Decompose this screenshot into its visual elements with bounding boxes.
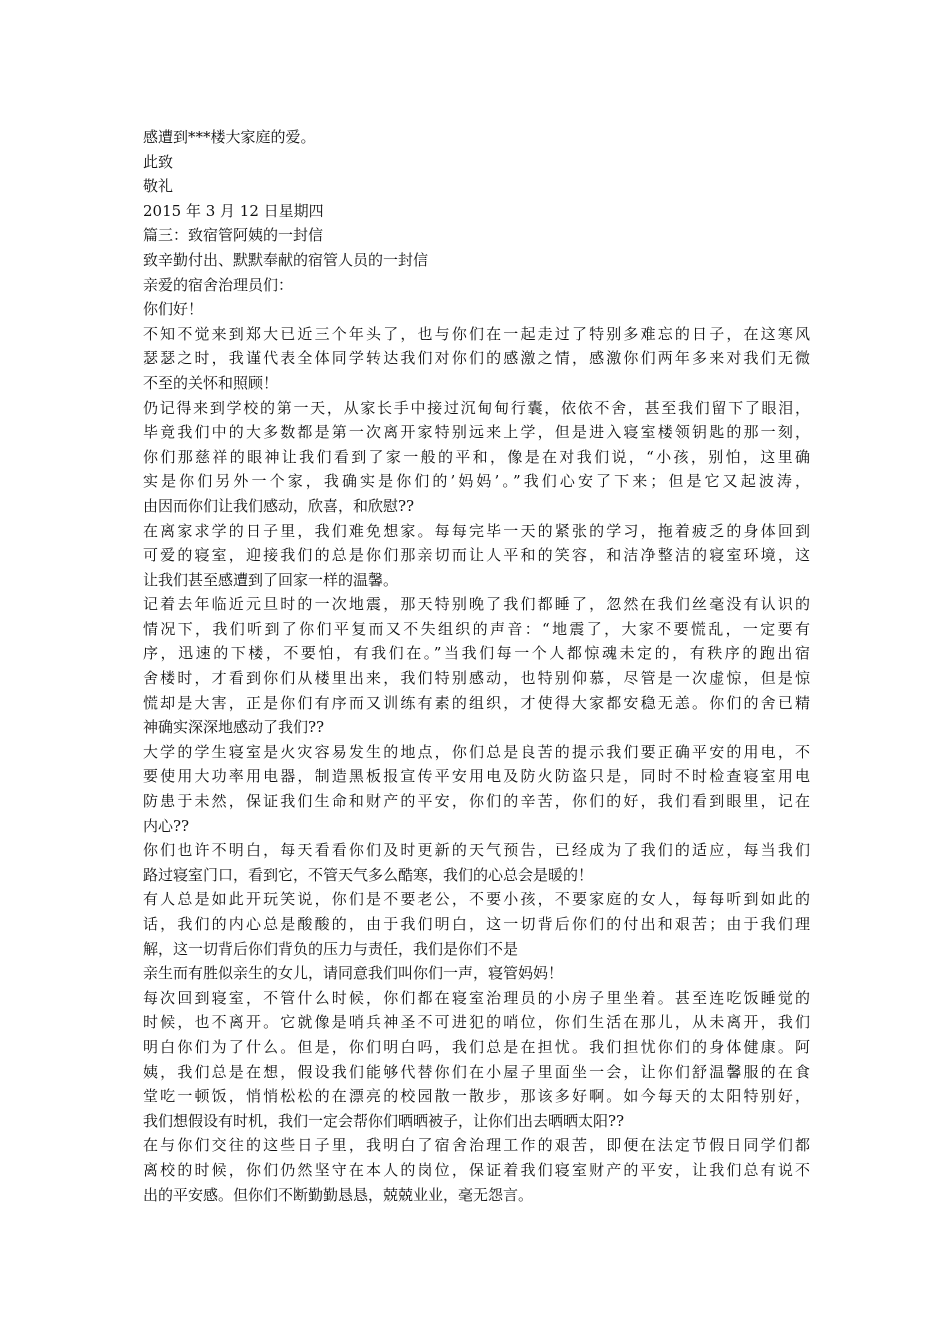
text-line: 此致 [143, 152, 174, 171]
text-line: 神确实深深地感动了我们?? [143, 718, 325, 737]
text-line: 解，这一切背后你们背负的压力与责任，我们是你们不是 [143, 939, 519, 958]
text-line: 离校的时候，你们仍然坚守在本人的岗位，保证着我们寝室财产的平安，让我们总有说不 [143, 1160, 810, 1179]
text-line: 实是你们另外一个家，我确实是你们的’妈妈’。”我们心安了下来；但是它又起波涛， [143, 472, 810, 491]
text-line: 你们也许不明白，每天看看你们及时更新的天气预告，已经成为了我们的适应，每当我们 [143, 841, 810, 860]
text-line: 我们想假设有时机，我们一定会帮你们晒晒被子，让你们出去晒晒太阳?? [143, 1111, 625, 1130]
text-line: 在离家求学的日子里，我们难免想家。每每完毕一天的紧张的学习，拖着疲乏的身体回到 [143, 521, 810, 540]
text-line: 慌却是大害，正是你们有序而又训练有素的组织，才使得大家都安稳无恙。你们的舍已精 [143, 693, 810, 712]
text-line: 感遭到***楼大家庭的爱。 [143, 128, 316, 146]
text-line: 2015 年 3 月 12 日星期四 [143, 201, 324, 220]
text-line: 致辛勤付出、默默奉献的宿管人员的一封信 [143, 250, 429, 269]
text-line: 毕竟我们中的大多数都是第一次离开家特别远来上学，但是进入寝室楼领钥匙的那一刻， [143, 423, 810, 442]
text-line: 出的平安感。但你们不断勤勤恳恳，兢兢业业，毫无怨言。 [143, 1185, 534, 1204]
text-line: 明白你们为了什么。但是，你们明白吗，我们总是在担忧。我们担忧你们的身体健康。阿 [143, 1037, 810, 1056]
text-line: 情况下，我们听到了你们平复而又不失组织的声音：“地震了，大家不要慌乱，一定要有 [143, 619, 810, 638]
text-line: 由因而你们让我们感动，欣喜，和欣慰?? [143, 496, 415, 515]
text-line: 时候，也不离开。它就像是哨兵神圣不可进犯的哨位，你们生活在那儿，从未离开，我们 [143, 1013, 810, 1032]
text-line: 瑟瑟之时，我谨代表全体同学转达我们对你们的感激之情，感激你们两年多来对我们无微 [143, 349, 810, 368]
text-line: 你们好！ [143, 300, 204, 319]
text-line: 你们那慈祥的眼神让我们看到了家一般的平和，像是在对我们说，“小孩，别怕，这里确 [143, 447, 810, 466]
text-line: 大学的学生寝室是火灾容易发生的地点，你们总是良苦的提示我们要正确平安的用电，不 [143, 742, 810, 761]
text-line: 让我们甚至感遭到了回家一样的温馨。 [143, 570, 399, 589]
text-line: 敬礼 [143, 177, 174, 196]
text-line: 每次回到寝室，不管什么时候，你们都在寝室治理员的小房子里坐着。甚至连吃饭睡觉的 [143, 988, 810, 1007]
text-line: 篇三：致宿管阿姨的一封信 [143, 226, 324, 245]
text-line: 在与你们交往的这些日子里，我明白了宿舍治理工作的艰苦，即便在法定节假日同学们都 [143, 1136, 810, 1155]
text-line: 要使用大功率用电器，制造黑板报宣传平安用电及防火防盗只是，同时不时检查寝室用电 [143, 767, 810, 786]
text-line: 舍楼时，才看到你们从楼里出来，我们特别感动，也特别仰慕，尽管是一次虚惊，但是惊 [143, 669, 810, 688]
text-line: 话，我们的内心总是酸酸的，由于我们明白，这一切背后你们的付出和艰苦；由于我们理 [143, 915, 810, 933]
text-line: 姨，我们总是在想，假设我们能够代替你们在小屋子里面坐一会，让你们舒温馨服的在食 [143, 1062, 810, 1081]
text-line: 仍记得来到学校的第一天，从家长手中接过沉甸甸行囊，依依不舍，甚至我们留下了眼泪， [143, 398, 810, 417]
text-line: 内心?? [143, 816, 190, 835]
text-line: 可爱的寝室，迎接我们的总是你们那亲切而让人平和的笑容，和洁净整洁的寝室环境，这 [143, 546, 810, 565]
text-line: 路过寝室门口，看到它，不管天气多么酷寒，我们的心总会是暖的！ [143, 865, 594, 884]
text-line: 防患于未然，保证我们生命和财产的平安，你们的辛苦，你们的好，我们看到眼里，记在 [143, 792, 810, 811]
text-line: 堂吃一顿饭，悄悄松松的在漂亮的校园散一散步，那该多好啊。如今每天的太阳特别好， [143, 1087, 810, 1106]
document-body [143, 125, 810, 1207]
text-line: 不至的关怀和照顾！ [143, 373, 279, 392]
text-line: 亲生而有胜似亲生的女儿，请同意我们叫你们一声，寝管妈妈！ [143, 964, 564, 983]
text-line: 亲爱的宿舍治理员们： [143, 275, 294, 294]
text-line: 有人总是如此开玩笑说，你们是不要老公，不要小孩，不要家庭的女人，每每听到如此的 [143, 890, 810, 909]
text-line: 序，迅速的下楼，不要怕，有我们在。”当我们每一个人都惊魂未定的，有秩序的跑出宿 [143, 644, 810, 663]
text-line: 记着去年临近元旦时的一次地震，那天特别晚了我们都睡了，忽然在我们丝毫没有认识的 [143, 595, 810, 614]
text-line: 不知不觉来到郑大已近三个年头了，也与你们在一起走过了特别多难忘的日子，在这寒风 [143, 324, 810, 343]
